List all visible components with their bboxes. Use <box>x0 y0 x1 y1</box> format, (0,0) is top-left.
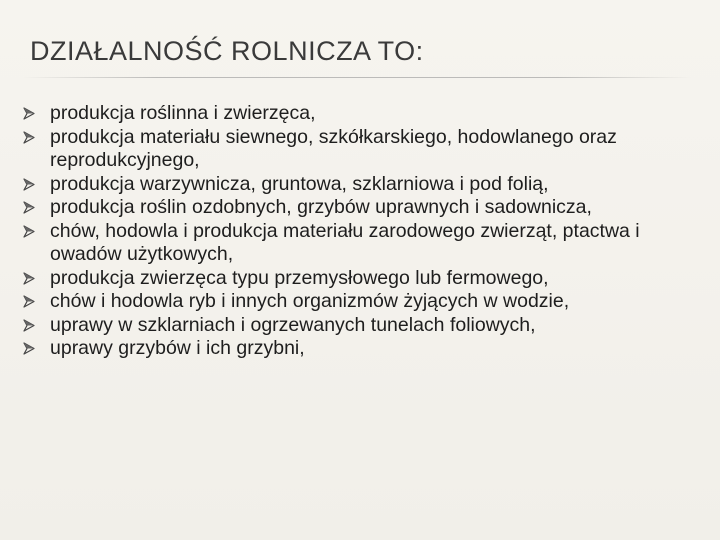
arrowhead-bullet-icon <box>23 319 35 332</box>
arrowhead-bullet-icon <box>23 295 35 308</box>
list-item-text: produkcja zwierzęca typu przemysłowego lub fermowego, <box>50 266 549 289</box>
list-item-text: produkcja roślinna i zwierzęca, <box>50 102 316 124</box>
list-item-text: chów, hodowla i produkcja materiału zarodowego zwierząt, ptactwa i owadów użytkowych, <box>50 219 640 265</box>
list-item <box>22 267 702 291</box>
arrowhead-bullet-icon <box>23 131 35 144</box>
arrowhead-bullet-icon <box>23 201 35 214</box>
arrowhead-bullet-icon <box>23 178 35 191</box>
list-item <box>22 290 702 314</box>
list-item <box>22 102 702 126</box>
bullet-list <box>22 102 702 361</box>
slide-title: DZIAŁALNOŚĆ ROLNICZA TO: <box>30 36 424 66</box>
arrowhead-bullet-icon <box>23 225 35 238</box>
list-item <box>22 173 702 197</box>
arrowhead-bullet-icon <box>23 107 35 120</box>
arrowhead-bullet-icon <box>23 342 35 355</box>
list-item-text: produkcja roślin ozdobnych, grzybów uprawnych i sadownicza, <box>50 196 592 218</box>
arrowhead-bullet-icon <box>23 272 35 285</box>
list-item-text: produkcja warzywnicza, gruntowa, szklarniowa i pod folią, <box>50 172 549 195</box>
list-item-text: uprawy w szklarniach i ogrzewanych tunelach foliowych, <box>50 313 536 336</box>
list-item-text: produkcja materiału siewnego, szkółkarskiego, hodowlanego oraz reprodukcyjnego, <box>50 125 617 171</box>
list-item <box>22 220 702 267</box>
list-item <box>22 196 702 220</box>
list-item <box>22 337 702 361</box>
title-divider <box>22 77 692 78</box>
title-area <box>22 36 692 78</box>
list-item <box>22 126 702 173</box>
list-item <box>22 314 702 338</box>
list-item-text: chów i hodowla ryb i innych organizmów żyjących w wodzie, <box>50 290 570 312</box>
list-item-text: uprawy grzybów i ich grzybni, <box>50 337 305 359</box>
